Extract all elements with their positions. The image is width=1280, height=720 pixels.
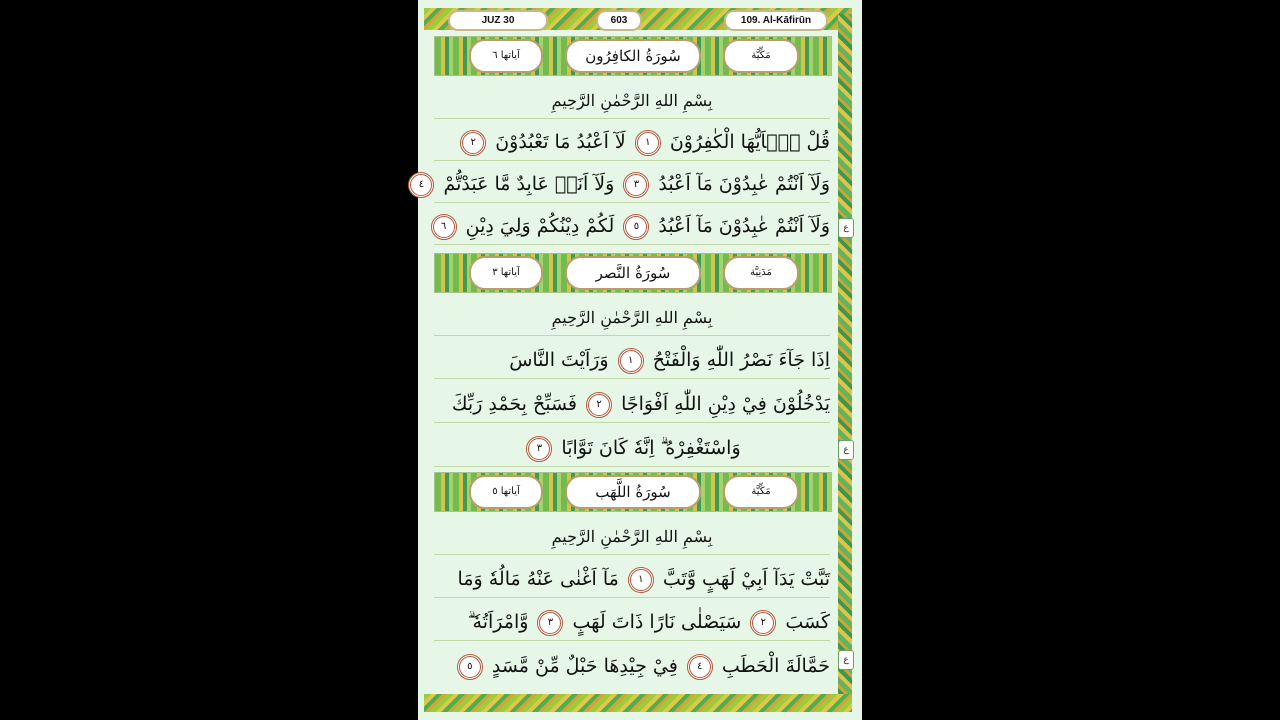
ayah-number-marker: ٢ bbox=[586, 392, 612, 418]
ayah-line bbox=[434, 208, 830, 245]
ayah-line bbox=[434, 430, 830, 467]
ayah-line bbox=[434, 604, 830, 641]
ayah-number-marker: ١ bbox=[628, 567, 654, 593]
ornate-border-right bbox=[838, 14, 852, 706]
surah-banner-nasr bbox=[434, 253, 832, 293]
ayah-line bbox=[418, 166, 830, 203]
ayah-text: وَّامْرَاَتُهٗ ۗ bbox=[467, 611, 529, 633]
ayah-line bbox=[434, 342, 830, 379]
ayah-line bbox=[434, 386, 830, 423]
ornate-border-bottom bbox=[424, 694, 852, 712]
verse-count: آياتها ٥ bbox=[469, 475, 543, 509]
ayah-line bbox=[434, 648, 830, 684]
ayah-number-marker: ٣ bbox=[623, 172, 649, 198]
ayah-number-marker: ٤ bbox=[408, 172, 434, 198]
ayah-text: وَرَاَيْتَ النَّاسَ bbox=[509, 349, 609, 371]
ayah-text: لَآ اَعْبُدُ مَا تَعْبُدُوْنَ bbox=[495, 131, 626, 153]
ayah-number-marker: ٣ bbox=[537, 610, 563, 636]
ayah-line bbox=[434, 124, 830, 161]
bismillah: بِسْمِ اللهِ الرَّحْمٰنِ الرَّحِيمِ bbox=[434, 84, 830, 119]
ayah-text: فِيْ جِيْدِهَا حَبْلٌ مِّنْ مَّسَدٍ bbox=[491, 655, 678, 677]
revelation-place: مَكِّيَّة bbox=[723, 39, 799, 73]
ayah-number-marker: ٢ bbox=[460, 130, 486, 156]
verse-count: آياتها ٣ bbox=[469, 256, 543, 290]
revelation-place: مَكِّيَّة bbox=[723, 475, 799, 509]
ayah-number-marker: ٦ bbox=[431, 214, 457, 240]
ayah-text: مَآ اَغْنٰى عَنْهُ مَالُهٗ وَمَا bbox=[457, 568, 619, 590]
surah-banner-kafirun bbox=[434, 36, 832, 76]
ayah-text: يَدْخُلُوْنَ فِيْ دِيْنِ اللّٰهِ اَفْوَاجًا bbox=[621, 393, 830, 415]
page-number: 603 bbox=[596, 10, 642, 31]
ayah-text: وَلَآ اَنْتُمْ عٰبِدُوْنَ مَآ اَعْبُدُ bbox=[658, 215, 830, 237]
juz-label: JUZ 30 bbox=[448, 10, 548, 31]
ayah-text: لَكُمْ دِيْنُكُمْ وَلِيَ دِيْنِ bbox=[465, 215, 615, 237]
surah-banner-lahab bbox=[434, 472, 832, 512]
ruku-marker: ع bbox=[838, 650, 854, 670]
ruku-marker: ع bbox=[838, 440, 854, 460]
mushaf-page bbox=[418, 0, 862, 720]
ayah-text: وَاسْتَغْفِرْهُ ۗ اِنَّهٗ كَانَ تَوَّابًا bbox=[561, 437, 741, 459]
ayah-text: كَسَبَ bbox=[785, 611, 830, 633]
surah-name: سُورَةُ النَّصر bbox=[565, 256, 701, 290]
ayah-text: وَلَآ اَنْتُمْ عٰبِدُوْنَ مَآ اَعْبُدُ bbox=[658, 173, 830, 195]
ayah-number-marker: ٥ bbox=[623, 214, 649, 240]
ayah-number-marker: ١ bbox=[635, 130, 661, 156]
surah-name: سُورَةُ الكافِرُون bbox=[565, 39, 701, 73]
ayah-text: حَمَّالَةَ الْحَطَبِ bbox=[721, 655, 830, 677]
ayah-text: وَلَآ اَنَا۠ عَابِدٌ مَّا عَبَدْتُّمْ bbox=[443, 173, 615, 195]
ruku-marker: ع bbox=[838, 218, 854, 238]
ayah-number-marker: ٢ bbox=[750, 610, 776, 636]
ayah-text: اِذَا جَآءَ نَصْرُ اللّٰهِ وَالْفَتْحُ bbox=[652, 349, 830, 371]
ayah-number-marker: ١ bbox=[618, 348, 644, 374]
surah-header-title: 109. Al-Kāfirūn bbox=[724, 10, 828, 31]
ayah-number-marker: ٥ bbox=[457, 654, 483, 680]
surah-name: سُورَةُ اللَّهَب bbox=[565, 475, 701, 509]
ayah-text: تَبَّتْ يَدَآ اَبِيْ لَهَبٍ وَّتَبَّ bbox=[662, 568, 830, 590]
page-header bbox=[418, 10, 862, 28]
ayah-number-marker: ٣ bbox=[526, 436, 552, 462]
ayah-text: فَسَبِّحْ بِحَمْدِ رَبِّكَ bbox=[451, 393, 578, 415]
ayah-line bbox=[434, 561, 830, 598]
bismillah: بِسْمِ اللهِ الرَّحْمٰنِ الرَّحِيمِ bbox=[434, 520, 830, 555]
ayah-text: قُلْ يٰۤاَيُّهَا الْكٰفِرُوْنَ bbox=[669, 131, 830, 153]
revelation-place: مَدَنِيَّة bbox=[723, 256, 799, 290]
verse-count: آياتها ٦ bbox=[469, 39, 543, 73]
ayah-text: سَيَصْلٰى نَارًا ذَاتَ لَهَبٍ bbox=[572, 611, 742, 633]
ayah-number-marker: ٤ bbox=[687, 654, 713, 680]
bismillah: بِسْمِ اللهِ الرَّحْمٰنِ الرَّحِيمِ bbox=[434, 301, 830, 336]
